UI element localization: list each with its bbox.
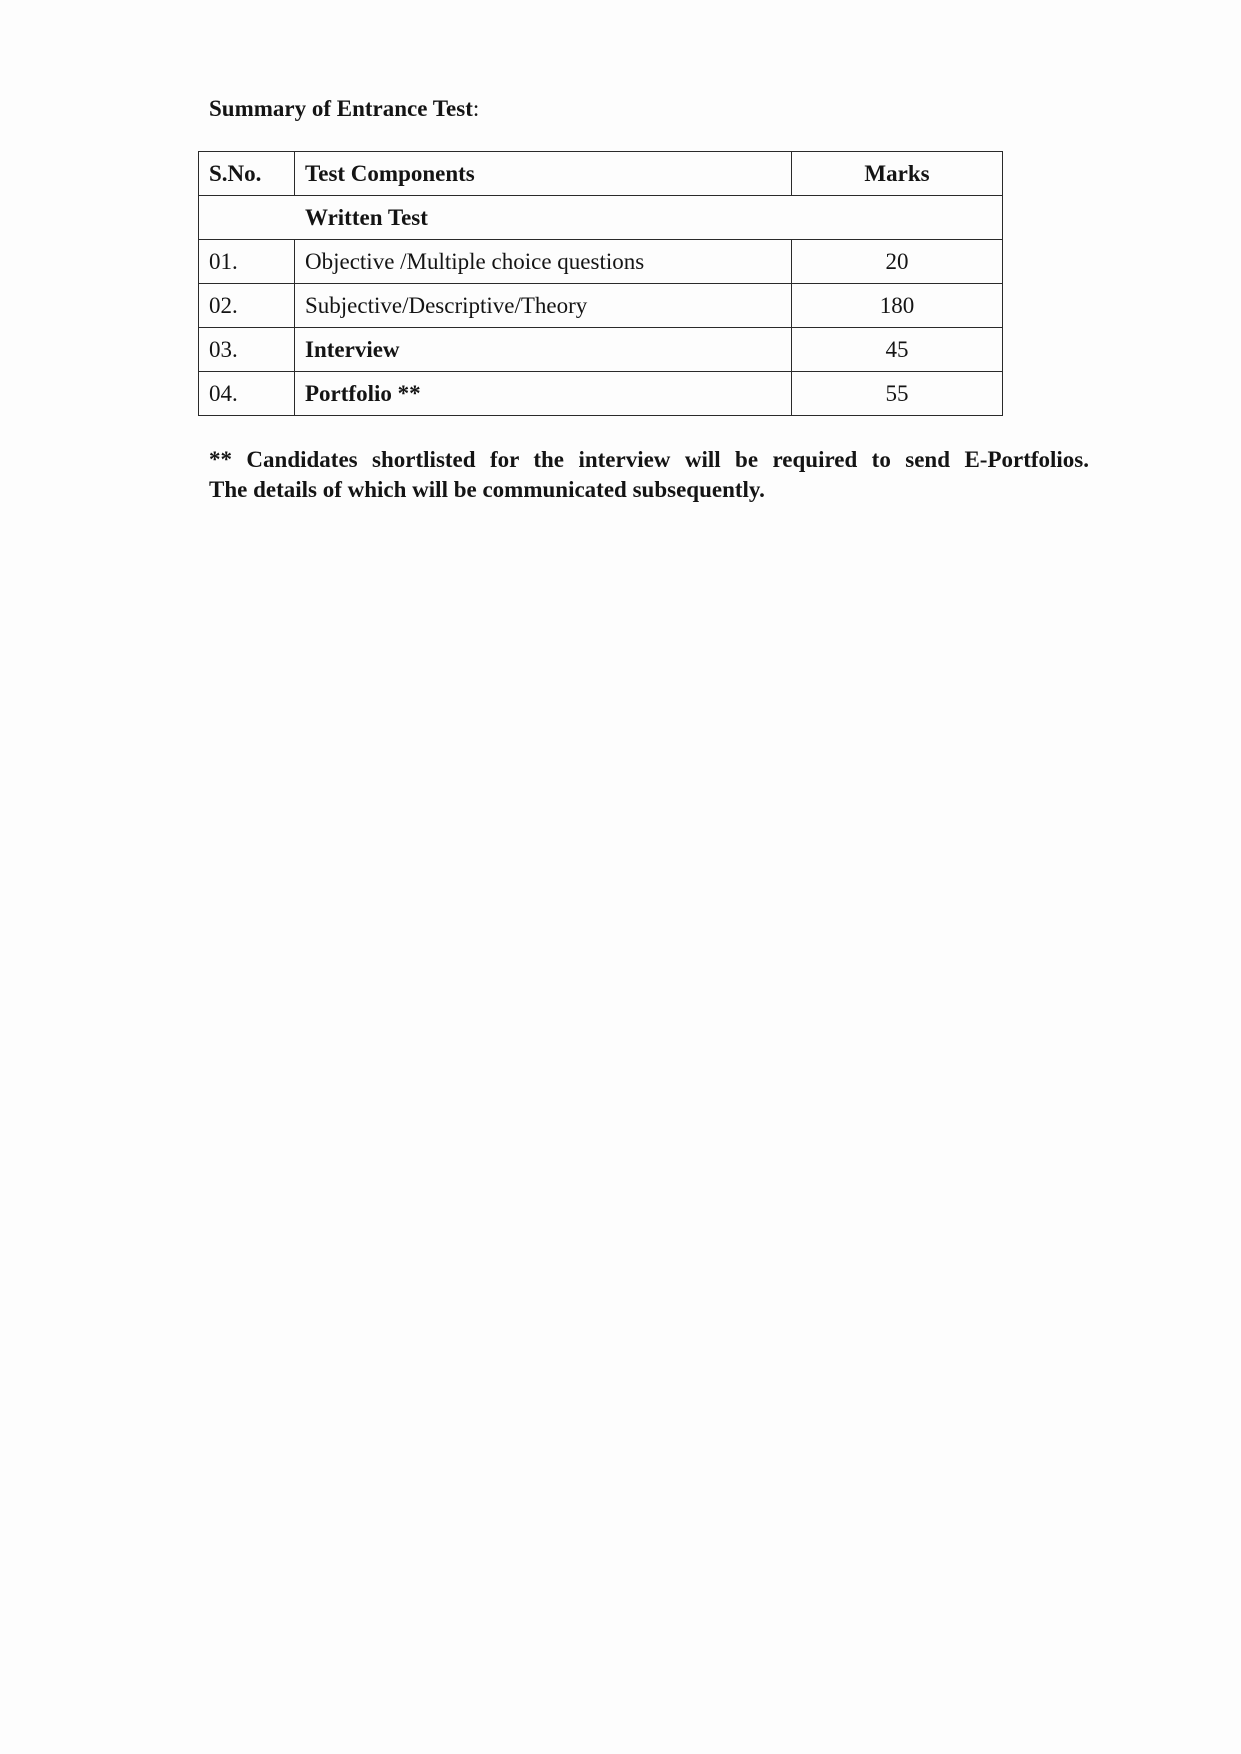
table-row: [199, 372, 1003, 416]
row-marks: 45: [792, 328, 1003, 372]
row-sno: 03.: [199, 328, 295, 372]
row-component: Interview: [295, 328, 792, 372]
table-row: [199, 240, 1003, 284]
row-marks: 180: [792, 284, 1003, 328]
table-header-row: [199, 152, 1003, 196]
header-test-components: Test Components: [295, 152, 792, 196]
row-component: Objective /Multiple choice questions: [295, 240, 792, 284]
table-row: [199, 284, 1003, 328]
row-sno: 01.: [199, 240, 295, 284]
heading-text: Summary of Entrance Test: [209, 96, 473, 121]
row-component: Portfolio **: [295, 372, 792, 416]
table-row: [199, 328, 1003, 372]
section-label-written-test: Written Test: [199, 196, 1003, 240]
section-heading: [209, 93, 479, 125]
row-sno: 04.: [199, 372, 295, 416]
entrance-test-summary-table: [198, 151, 1003, 416]
table-section-row: [199, 196, 1003, 240]
row-sno: 02.: [199, 284, 295, 328]
footnote-line-2: The details of which will be communicated subsequently.: [209, 477, 765, 502]
heading-colon: :: [472, 96, 480, 121]
row-marks: 20: [792, 240, 1003, 284]
portfolio-footnote: [209, 445, 1089, 505]
header-sno: S.No.: [199, 152, 295, 196]
header-marks: Marks: [792, 152, 1003, 196]
footnote-line-1: ** Candidates shortlisted for the interview will be required to send E-Portfolios.: [209, 447, 1089, 472]
row-component: Subjective/Descriptive/Theory: [295, 284, 792, 328]
row-marks: 55: [792, 372, 1003, 416]
